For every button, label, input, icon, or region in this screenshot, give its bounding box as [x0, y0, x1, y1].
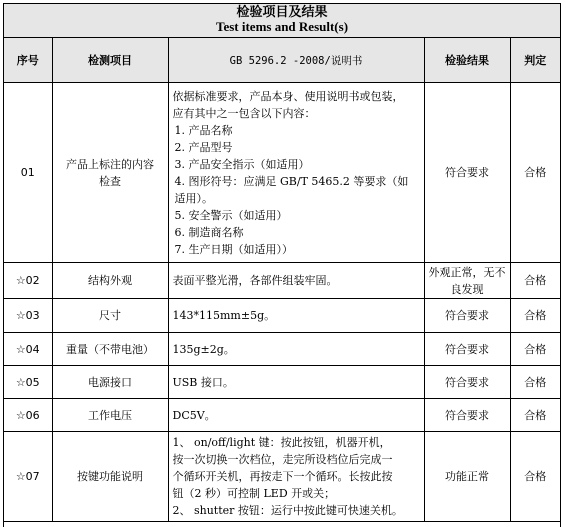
test-items-table — [4, 37, 560, 522]
standard-list-item: 适用）。 — [174, 191, 213, 205]
row-result-line: 外观正常，无不 — [428, 265, 506, 279]
header-no: 序号 — [4, 38, 52, 83]
header-item: 检测项目 — [52, 38, 168, 83]
row-item: 结构外观 — [52, 263, 168, 299]
row-verdict: 合格 — [510, 366, 560, 399]
standard-list-item: 5. 安全警示（如适用） — [174, 208, 288, 222]
standard-line: 应有其中之一包含以下内容： — [172, 106, 316, 120]
table-row — [4, 432, 560, 522]
title-chinese: 检验项目及结果 — [236, 5, 328, 20]
row-item: 工作电压 — [52, 399, 168, 432]
standard-line: 2、 shutter 按钮：运行中按此键可快速关机。 — [172, 504, 403, 517]
row-result: 功能正常 — [424, 432, 510, 522]
row-verdict: 合格 — [510, 399, 560, 432]
report-title-block — [4, 4, 560, 38]
table-row — [4, 263, 560, 299]
standard-line: 个循环开关机，再按走下一个循环。长按此按 — [172, 470, 393, 483]
row-verdict: 合格 — [510, 333, 560, 366]
standard-list-item: 2. 产品型号 — [174, 140, 233, 154]
row-standard: 135g±2g。 — [168, 333, 424, 366]
row-standard: DC5V。 — [168, 399, 424, 432]
standard-line: 依据标准要求，产品本身、使用说明书或包装， — [172, 89, 404, 103]
row-item-line: 产品上标注的内容 — [66, 157, 154, 171]
standard-list-item: 4. 图形符号：应满足 GB/T 5465.2 等要求（如 — [174, 174, 409, 188]
row-item: 电源接口 — [52, 366, 168, 399]
row-result: 符合要求 — [424, 399, 510, 432]
row-item — [52, 83, 168, 263]
row-no: ☆03 — [4, 299, 52, 333]
row-verdict: 合格 — [510, 299, 560, 333]
standard-list-item: 7. 生产日期（如适用）） — [174, 242, 293, 256]
table-row — [4, 399, 560, 432]
row-no: ☆07 — [4, 432, 52, 522]
row-standard: 143*115mm±5g。 — [168, 299, 424, 333]
row-item: 重量（不带电池） — [52, 333, 168, 366]
standard-line: 钮（2 秒）可控制 LED 开或关； — [172, 487, 336, 500]
title-english: Test items and Result(s) — [215, 19, 349, 34]
header-standard: GB 5296.2 -2008/说明书 — [168, 38, 424, 83]
standard-list-item: 3. 产品安全指示（如适用） — [174, 157, 310, 171]
row-verdict: 合格 — [510, 432, 560, 522]
row-standard: USB 接口。 — [168, 366, 424, 399]
row-result: 符合要求 — [424, 333, 510, 366]
row-no: ☆05 — [4, 366, 52, 399]
standard-line: 1、 on/off/light 键：按此按钮，机器开机， — [172, 436, 391, 449]
standard-line: 按一次切换一次档位，走完所设档位后完成一 — [172, 453, 393, 466]
header-verdict: 判定 — [510, 38, 560, 83]
standard-list-item: 6. 制造商名称 — [174, 225, 244, 239]
row-result-line: 良发现 — [450, 282, 484, 296]
row-no: ☆06 — [4, 399, 52, 432]
test-report-sheet — [3, 3, 561, 527]
table-header-row — [4, 38, 560, 83]
row-no: 01 — [4, 83, 52, 263]
row-item: 尺寸 — [52, 299, 168, 333]
row-verdict: 合格 — [510, 83, 560, 263]
row-result: 符合要求 — [424, 299, 510, 333]
row-item: 按键功能说明 — [52, 432, 168, 522]
table-row — [4, 83, 560, 263]
row-result: 符合要求 — [424, 366, 510, 399]
row-verdict: 合格 — [510, 263, 560, 299]
table-row — [4, 333, 560, 366]
table-row — [4, 366, 560, 399]
table-row — [4, 299, 560, 333]
row-no: ☆04 — [4, 333, 52, 366]
row-item-line: 检查 — [99, 174, 121, 188]
standard-list-item: 1. 产品名称 — [174, 123, 233, 137]
row-result: 符合要求 — [424, 83, 510, 263]
row-standard: 表面平整光滑，各部件组装牢固。 — [168, 263, 424, 299]
row-result — [424, 263, 510, 299]
row-no: ☆02 — [4, 263, 52, 299]
row-standard — [168, 432, 424, 522]
row-standard — [168, 83, 424, 263]
header-result: 检验结果 — [424, 38, 510, 83]
